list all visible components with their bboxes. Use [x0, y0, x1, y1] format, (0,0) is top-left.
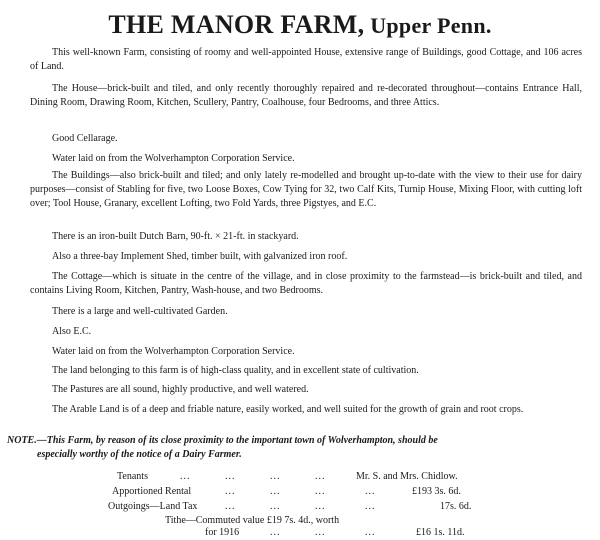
farm-location: Upper Penn. [370, 13, 492, 38]
note-line-2: especially worthy of the notice of a Dairy Farmer. [37, 449, 242, 460]
dot-leader: ... [365, 527, 376, 538]
dot-leader: ... [225, 486, 236, 497]
paragraph-dutch-barn: There is an iron-built Dutch Barn, 90-ft. × 21-ft. in stackyard. [52, 231, 299, 242]
paragraph-pastures: The Pastures are all sound, highly productive, and well watered. [52, 384, 309, 395]
outgoings-label: Outgoings—Land Tax [108, 501, 198, 512]
dot-leader: ... [270, 471, 281, 482]
dot-leader: ... [315, 471, 326, 482]
paragraph-buildings: The Buildings—also brick-built and tiled; and only lately re-modelled and brought up-to-date with the view to their use for dairy purposes—consist of Stabling for five, two Loose Boxes, Cow Tying for 32, two Calf Kits, Turnip House, Mixing Floor, with cutting loft over; Tool House, Granary, excellent Lofting, two Fold Yards, three Pigstyes, and E.C. [30, 170, 582, 209]
rental-value: £193 3s. 6d. [412, 486, 461, 497]
paragraph-water: Water laid on from the Wolverhampton Corporation Service. [52, 153, 295, 164]
paragraph-house: The House—brick-built and tiled, and only recently thoroughly repaired and re-decorated throughout—contains Entrance Hall, Dining Room, Drawing Room, Kitchen, Scullery, Pantry, Coalhouse, four Bedrooms, and three Attics. [30, 83, 582, 108]
note [7, 434, 587, 462]
dot-leader: ... [270, 501, 281, 512]
note-line-1: NOTE.—This Farm, by reason of its close proximity to the important town of Wolverhampton, should be [7, 435, 438, 446]
tithe-value: £16 1s. 11d. [416, 527, 465, 538]
tenants-value: Mr. S. and Mrs. Chidlow. [356, 471, 458, 482]
paragraph-implement-shed: Also a three-bay Implement Shed, timber built, with galvanized iron roof. [52, 251, 348, 262]
dot-leader: ... [180, 471, 191, 482]
tenants-label: Tenants [117, 471, 148, 482]
dot-leader: ... [365, 501, 376, 512]
outgoings-value: 17s. 6d. [440, 501, 472, 512]
dot-leader: ... [270, 527, 281, 538]
dot-leader: ... [225, 471, 236, 482]
page-title [0, 10, 600, 40]
dot-leader: ... [315, 486, 326, 497]
dot-leader: ... [270, 486, 281, 497]
dot-leader: ... [365, 486, 376, 497]
dot-leader: ... [225, 501, 236, 512]
farm-name: THE MANOR FARM, [108, 10, 365, 39]
paragraph-intro: This well-known Farm, consisting of roomy and well-appointed House, extensive range of Buildings, good Cottage, and 106 acres of Land. [30, 47, 582, 72]
paragraph-garden: There is a large and well-cultivated Garden. [52, 306, 228, 317]
tithe-line-1: Tithe—Commuted value £19 7s. 4d., worth [165, 515, 340, 526]
paragraph-ec: Also E.C. [52, 326, 92, 337]
paragraph-arable: The Arable Land is of a deep and friable nature, easily worked, and well suited for the growth of grain and root crops. [52, 404, 524, 415]
dot-leader: ... [315, 527, 326, 538]
paragraph-cellarage: Good Cellarage. [52, 133, 118, 144]
paragraph-cottage: The Cottage—which is situate in the centre of the village, and in close proximity to the farmstead—is brick-built and tiled, and contains Living Room, Kitchen, Pantry, Wash-house, and two Bedrooms. [30, 271, 582, 296]
dot-leader: ... [315, 501, 326, 512]
paragraph-water-2: Water laid on from the Wolverhampton Corporation Service. [52, 346, 295, 357]
tithe-line-2: for 1916 [205, 527, 240, 538]
paragraph-land: The land belonging to this farm is of high-class quality, and in excellent state of cultivation. [52, 365, 419, 376]
rental-label: Apportioned Rental [112, 486, 192, 497]
